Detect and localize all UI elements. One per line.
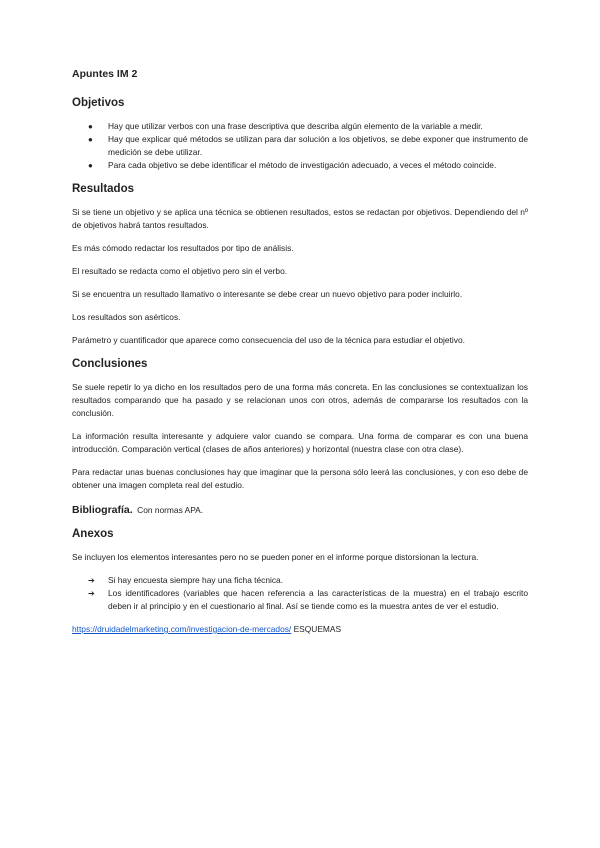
list-item-text: Hay que explicar qué métodos se utilizan para dar solución a los objetivos, se debe exponer que instrumento de medición se debe utilizar. — [108, 134, 528, 157]
druida-link[interactable]: https://druidadelmarketing.com/investigacion-de-mercados/ — [72, 624, 292, 634]
anexos-list — [72, 574, 528, 613]
list-item-text: Para cada objetivo se debe identificar el método de investigación adecuado, a veces el método coincide. — [108, 160, 497, 170]
paragraph: La información resulta interesante y adquiere valor cuando se compara. Una forma de comparar es con una buena introducción. Comparación vertical (clases de años anteriores) y horizontal (nuestra clase con otra clase). — [72, 431, 528, 454]
arrow-icon: ➔ — [88, 589, 95, 598]
list-item-text: Los identificadores (variables que hacen referencia a las características de la muestra) en el trabajo escrito deben ir al principio y en el cuestionario al final. Así se tiende como es la muestra antes de ver el estudio. — [108, 588, 528, 611]
link-line — [72, 623, 528, 636]
list-item — [72, 120, 528, 133]
paragraph: Si se tiene un objetivo y se aplica una técnica se obtienen resultados, estos se redactan por objetivos. Dependiendo del nº de objetivos habrá tantos resultados. — [72, 207, 528, 230]
paragraph: Se suele repetir lo ya dicho en los resultados pero de una forma más concreta. En las conclusiones se contextualizan los resultados comparando que ha pasado y se relacionan unos con otros, además de compararse los resultados con la conclusión. — [72, 382, 528, 418]
heading-conclusiones: Conclusiones — [72, 358, 148, 370]
bullet-icon: ● — [88, 135, 93, 144]
heading-objetivos: Objetivos — [72, 97, 125, 109]
document-page — [72, 68, 528, 646]
bullet-icon: ● — [88, 161, 93, 170]
list-item — [72, 587, 528, 613]
heading-bibliografia: Bibliografía. — [72, 504, 133, 516]
list-item-text: Si hay encuesta siempre hay una ficha técnica. — [108, 575, 284, 585]
heading-resultados: Resultados — [72, 183, 134, 195]
paragraph: Si se encuentra un resultado llamativo o interesante se debe crear un nuevo objetivo para poder incluirlo. — [72, 289, 463, 299]
bibliografia-text: Con normas APA. — [137, 505, 204, 515]
bibliografia-line — [72, 502, 528, 517]
bullet-icon: ● — [88, 122, 93, 131]
arrow-icon: ➔ — [88, 576, 95, 585]
paragraph: Parámetro y cuantificador que aparece como consecuencia del uso de la técnica para estudiar el objetivo. — [72, 335, 465, 345]
objetivos-list — [72, 120, 528, 172]
paragraph: Para redactar unas buenas conclusiones hay que imaginar que la persona sólo leerá las conclusiones, y con eso debe de obtener una imagen completa real del estudio. — [72, 467, 528, 490]
list-item — [72, 159, 528, 172]
list-item — [72, 574, 528, 587]
list-item-text: Hay que utilizar verbos con una frase descriptiva que describa algún elemento de la variable a medir. — [108, 121, 483, 131]
paragraph: Los resultados son asérticos. — [72, 312, 181, 322]
list-item — [72, 133, 528, 159]
document-title: Apuntes IM 2 — [72, 68, 138, 80]
link-suffix: ESQUEMAS — [291, 624, 342, 634]
paragraph: El resultado se redacta como el objetivo pero sin el verbo. — [72, 266, 288, 276]
paragraph: Es más cómodo redactar los resultados por tipo de análisis. — [72, 243, 294, 253]
heading-anexos: Anexos — [72, 528, 114, 540]
paragraph: Se incluyen los elementos interesantes pero no se pueden poner en el informe porque distorsionan la lectura. — [72, 552, 479, 562]
